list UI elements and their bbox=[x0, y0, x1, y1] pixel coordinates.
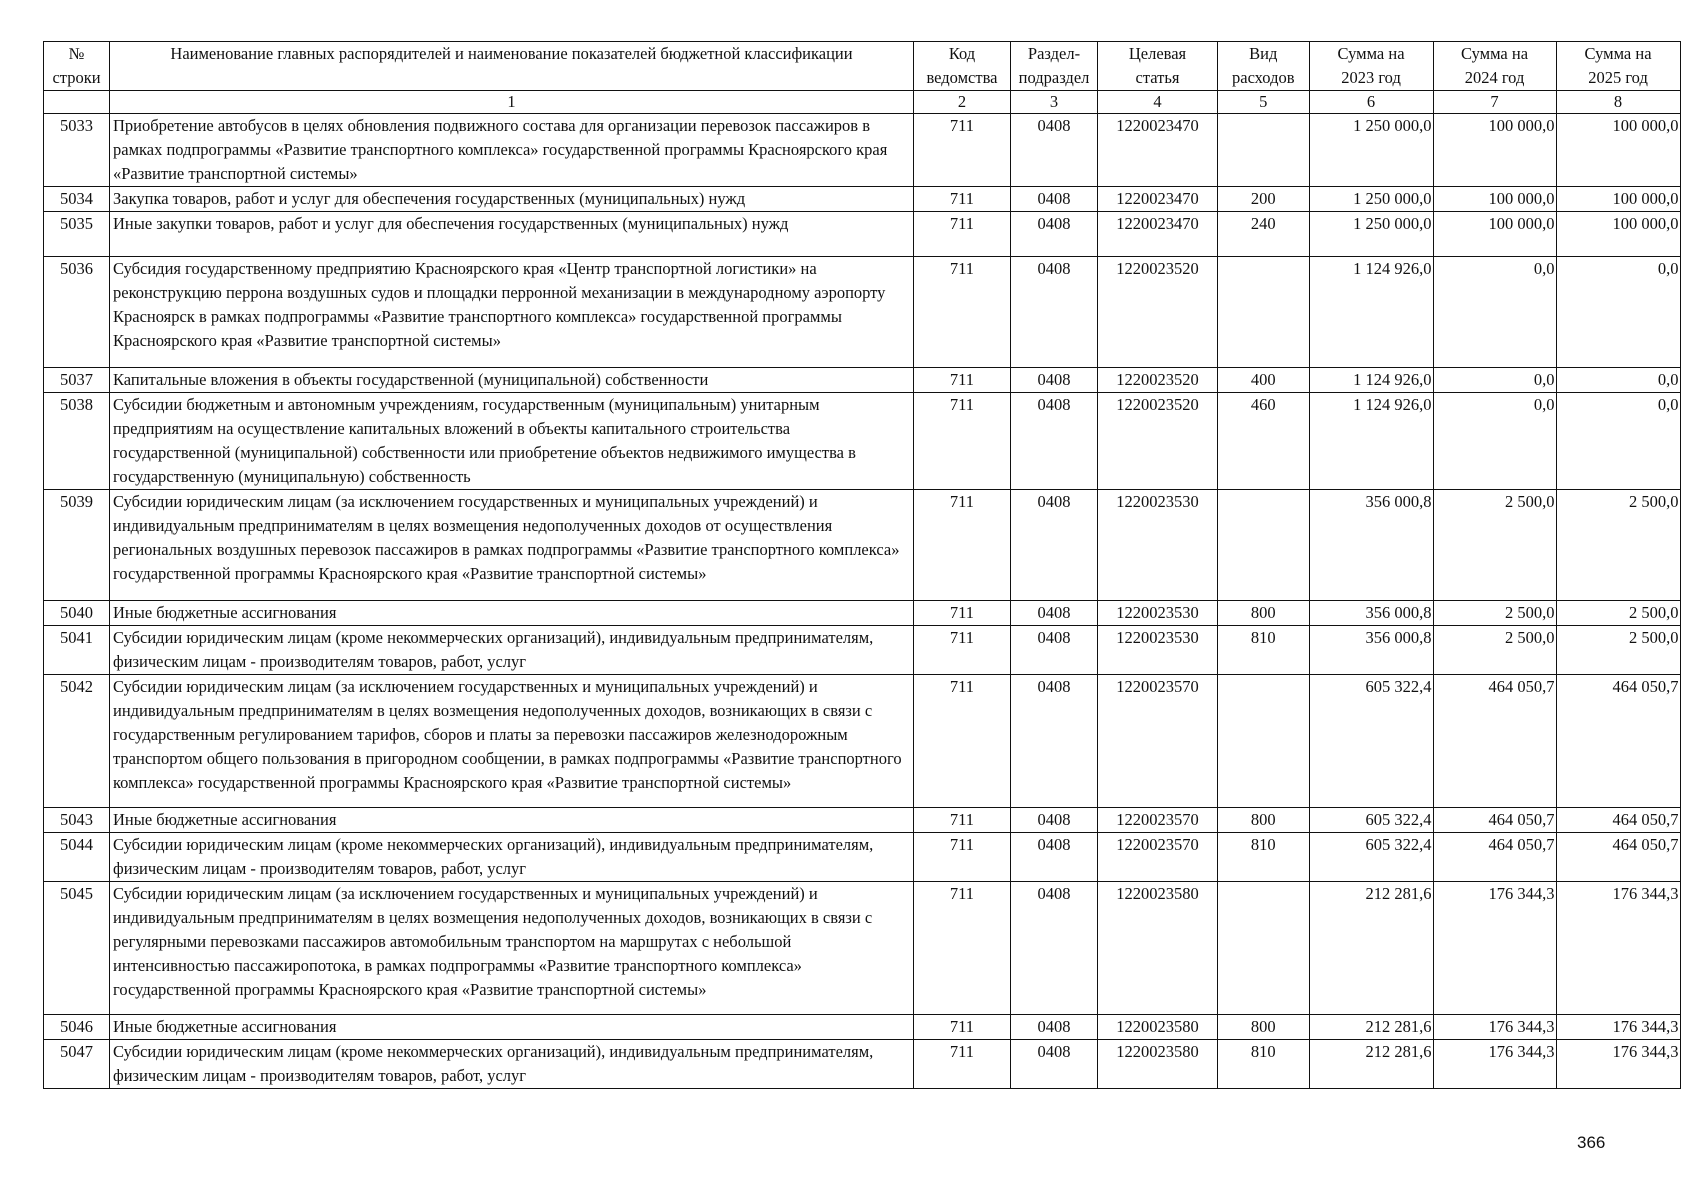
description-cell: Иные закупки товаров, работ и услуг для обеспечения государственных (муниципальных) нужд bbox=[110, 212, 914, 257]
expense-type-cell: 240 bbox=[1218, 212, 1310, 257]
column-number-cell: 3 bbox=[1011, 91, 1098, 114]
header-row bbox=[44, 42, 1681, 91]
target-article-cell: 1220023570 bbox=[1098, 808, 1218, 833]
table-row bbox=[44, 1015, 1681, 1040]
description-cell: Иные бюджетные ассигнования bbox=[110, 601, 914, 626]
department-code-cell: 711 bbox=[914, 601, 1011, 626]
row-number-cell: 5040 bbox=[44, 601, 110, 626]
department-code-cell: 711 bbox=[914, 1015, 1011, 1040]
section-cell: 0408 bbox=[1011, 368, 1098, 393]
amount-2025-cell: 464 050,7 bbox=[1556, 833, 1680, 882]
table-row bbox=[44, 601, 1681, 626]
target-article-cell: 1220023570 bbox=[1098, 833, 1218, 882]
table-row bbox=[44, 114, 1681, 187]
amount-2024-cell: 464 050,7 bbox=[1433, 675, 1556, 808]
table-row bbox=[44, 257, 1681, 368]
department-code-cell: 711 bbox=[914, 833, 1011, 882]
amount-2023-cell: 356 000,8 bbox=[1309, 626, 1433, 675]
column-number-cell: 6 bbox=[1309, 91, 1433, 114]
table-row bbox=[44, 490, 1681, 601]
target-article-cell: 1220023580 bbox=[1098, 1015, 1218, 1040]
target-article-cell: 1220023580 bbox=[1098, 882, 1218, 1015]
row-number-cell: 5044 bbox=[44, 833, 110, 882]
section-cell: 0408 bbox=[1011, 601, 1098, 626]
expense-type-cell bbox=[1218, 882, 1310, 1015]
expense-type-cell: 800 bbox=[1218, 601, 1310, 626]
department-code-cell: 711 bbox=[914, 626, 1011, 675]
amount-2024-cell: 100 000,0 bbox=[1433, 187, 1556, 212]
department-code-cell: 711 bbox=[914, 187, 1011, 212]
amount-2023-cell: 212 281,6 bbox=[1309, 882, 1433, 1015]
header-cell: Сумма на 2023 год bbox=[1309, 42, 1433, 91]
description-cell: Иные бюджетные ассигнования bbox=[110, 1015, 914, 1040]
amount-2024-cell: 2 500,0 bbox=[1433, 490, 1556, 601]
table-row bbox=[44, 882, 1681, 1015]
amount-2023-cell: 212 281,6 bbox=[1309, 1015, 1433, 1040]
amount-2025-cell: 100 000,0 bbox=[1556, 212, 1680, 257]
table-body bbox=[44, 114, 1681, 1089]
table-row bbox=[44, 675, 1681, 808]
amount-2023-cell: 1 250 000,0 bbox=[1309, 187, 1433, 212]
section-cell: 0408 bbox=[1011, 833, 1098, 882]
department-code-cell: 711 bbox=[914, 393, 1011, 490]
expense-type-cell: 460 bbox=[1218, 393, 1310, 490]
row-number-cell: 5038 bbox=[44, 393, 110, 490]
expense-type-cell: 800 bbox=[1218, 1015, 1310, 1040]
section-cell: 0408 bbox=[1011, 882, 1098, 1015]
department-code-cell: 711 bbox=[914, 490, 1011, 601]
section-cell: 0408 bbox=[1011, 808, 1098, 833]
table-row bbox=[44, 393, 1681, 490]
row-number-cell: 5045 bbox=[44, 882, 110, 1015]
column-number-cell: 1 bbox=[110, 91, 914, 114]
expense-type-cell bbox=[1218, 114, 1310, 187]
row-number-cell: 5043 bbox=[44, 808, 110, 833]
section-cell: 0408 bbox=[1011, 393, 1098, 490]
header-cell: № строки bbox=[44, 42, 110, 91]
target-article-cell: 1220023520 bbox=[1098, 257, 1218, 368]
amount-2025-cell: 2 500,0 bbox=[1556, 490, 1680, 601]
section-cell: 0408 bbox=[1011, 212, 1098, 257]
expense-type-cell: 810 bbox=[1218, 1040, 1310, 1089]
target-article-cell: 1220023580 bbox=[1098, 1040, 1218, 1089]
amount-2023-cell: 356 000,8 bbox=[1309, 490, 1433, 601]
amount-2023-cell: 356 000,8 bbox=[1309, 601, 1433, 626]
section-cell: 0408 bbox=[1011, 626, 1098, 675]
amount-2024-cell: 176 344,3 bbox=[1433, 882, 1556, 1015]
target-article-cell: 1220023530 bbox=[1098, 626, 1218, 675]
section-cell: 0408 bbox=[1011, 114, 1098, 187]
description-cell: Капитальные вложения в объекты государственной (муниципальной) собственности bbox=[110, 368, 914, 393]
section-cell: 0408 bbox=[1011, 1040, 1098, 1089]
expense-type-cell: 810 bbox=[1218, 626, 1310, 675]
table-row bbox=[44, 1040, 1681, 1089]
table-row bbox=[44, 212, 1681, 257]
amount-2023-cell: 1 250 000,0 bbox=[1309, 114, 1433, 187]
header-cell: Сумма на 2025 год bbox=[1556, 42, 1680, 91]
description-cell: Субсидии юридическим лицам (за исключением государственных и муниципальных учреждений) и индивидуальным предпринимателям в целях возмещения недополученных доходов, возникающих в связи с государственным регулированием тарифов, сборов и платы за перевозки пассажиров железнодорожным транспортом общего пользования в пригородном сообщении, в рамках подпрограммы «Развитие транспортного комплекса» государственной программы Красноярского края «Развитие транспортной системы» bbox=[110, 675, 914, 808]
column-number-cell: 4 bbox=[1098, 91, 1218, 114]
amount-2023-cell: 212 281,6 bbox=[1309, 1040, 1433, 1089]
amount-2025-cell: 0,0 bbox=[1556, 393, 1680, 490]
department-code-cell: 711 bbox=[914, 675, 1011, 808]
row-number-cell: 5037 bbox=[44, 368, 110, 393]
amount-2024-cell: 100 000,0 bbox=[1433, 114, 1556, 187]
row-number-cell: 5042 bbox=[44, 675, 110, 808]
amount-2023-cell: 605 322,4 bbox=[1309, 675, 1433, 808]
column-number-cell: 5 bbox=[1218, 91, 1310, 114]
amount-2025-cell: 176 344,3 bbox=[1556, 882, 1680, 1015]
budget-table bbox=[43, 41, 1681, 1089]
description-cell: Приобретение автобусов в целях обновления подвижного состава для организации перевозок пассажиров в рамках подпрограммы «Развитие транспортного комплекса» государственной программы Красноярского края «Развитие транспортной системы» bbox=[110, 114, 914, 187]
amount-2024-cell: 176 344,3 bbox=[1433, 1040, 1556, 1089]
amount-2025-cell: 100 000,0 bbox=[1556, 114, 1680, 187]
amount-2024-cell: 464 050,7 bbox=[1433, 808, 1556, 833]
column-number-cell bbox=[44, 91, 110, 114]
amount-2025-cell: 464 050,7 bbox=[1556, 675, 1680, 808]
column-number-cell: 8 bbox=[1556, 91, 1680, 114]
target-article-cell: 1220023530 bbox=[1098, 490, 1218, 601]
amount-2023-cell: 605 322,4 bbox=[1309, 833, 1433, 882]
table-row bbox=[44, 187, 1681, 212]
amount-2024-cell: 100 000,0 bbox=[1433, 212, 1556, 257]
description-cell: Иные бюджетные ассигнования bbox=[110, 808, 914, 833]
row-number-cell: 5036 bbox=[44, 257, 110, 368]
description-cell: Субсидии юридическим лицам (кроме некоммерческих организаций), индивидуальным предпринимателям, физическим лицам - производителям товаров, работ, услуг bbox=[110, 1040, 914, 1089]
department-code-cell: 711 bbox=[914, 212, 1011, 257]
amount-2025-cell: 100 000,0 bbox=[1556, 187, 1680, 212]
department-code-cell: 711 bbox=[914, 1040, 1011, 1089]
target-article-cell: 1220023570 bbox=[1098, 675, 1218, 808]
department-code-cell: 711 bbox=[914, 882, 1011, 1015]
amount-2024-cell: 0,0 bbox=[1433, 368, 1556, 393]
department-code-cell: 711 bbox=[914, 808, 1011, 833]
amount-2024-cell: 0,0 bbox=[1433, 393, 1556, 490]
column-number-row bbox=[44, 91, 1681, 114]
target-article-cell: 1220023520 bbox=[1098, 368, 1218, 393]
row-number-cell: 5034 bbox=[44, 187, 110, 212]
amount-2024-cell: 176 344,3 bbox=[1433, 1015, 1556, 1040]
page-number: 366 bbox=[1577, 1133, 1606, 1152]
amount-2025-cell: 176 344,3 bbox=[1556, 1015, 1680, 1040]
header-cell: Наименование главных распорядителей и наименование показателей бюджетной классификации bbox=[110, 42, 914, 91]
expense-type-cell: 400 bbox=[1218, 368, 1310, 393]
description-cell: Закупка товаров, работ и услуг для обеспечения государственных (муниципальных) нужд bbox=[110, 187, 914, 212]
column-number-cell: 2 bbox=[914, 91, 1011, 114]
target-article-cell: 1220023470 bbox=[1098, 114, 1218, 187]
expense-type-cell: 810 bbox=[1218, 833, 1310, 882]
header-cell: Целевая статья bbox=[1098, 42, 1218, 91]
row-number-cell: 5033 bbox=[44, 114, 110, 187]
description-cell: Субсидии бюджетным и автономным учреждениям, государственным (муниципальным) унитарным предприятиям на осуществление капитальных вложений в объекты капитального строительства государственной (муниципальной) собственности или приобретение объектов недвижимого имущества в государственную (муниципальную) собственность bbox=[110, 393, 914, 490]
amount-2025-cell: 2 500,0 bbox=[1556, 626, 1680, 675]
expense-type-cell: 800 bbox=[1218, 808, 1310, 833]
amount-2024-cell: 2 500,0 bbox=[1433, 626, 1556, 675]
table-row bbox=[44, 368, 1681, 393]
department-code-cell: 711 bbox=[914, 257, 1011, 368]
header-cell: Сумма на 2024 год bbox=[1433, 42, 1556, 91]
amount-2025-cell: 2 500,0 bbox=[1556, 601, 1680, 626]
description-cell: Субсидии юридическим лицам (кроме некоммерческих организаций), индивидуальным предпринимателям, физическим лицам - производителям товаров, работ, услуг bbox=[110, 626, 914, 675]
amount-2025-cell: 0,0 bbox=[1556, 257, 1680, 368]
amount-2024-cell: 464 050,7 bbox=[1433, 833, 1556, 882]
section-cell: 0408 bbox=[1011, 675, 1098, 808]
section-cell: 0408 bbox=[1011, 257, 1098, 368]
row-number-cell: 5039 bbox=[44, 490, 110, 601]
amount-2025-cell: 464 050,7 bbox=[1556, 808, 1680, 833]
header-cell: Вид расходов bbox=[1218, 42, 1310, 91]
row-number-cell: 5035 bbox=[44, 212, 110, 257]
expense-type-cell bbox=[1218, 257, 1310, 368]
table-row bbox=[44, 626, 1681, 675]
target-article-cell: 1220023530 bbox=[1098, 601, 1218, 626]
amount-2025-cell: 176 344,3 bbox=[1556, 1040, 1680, 1089]
table-row bbox=[44, 808, 1681, 833]
target-article-cell: 1220023470 bbox=[1098, 187, 1218, 212]
expense-type-cell: 200 bbox=[1218, 187, 1310, 212]
amount-2025-cell: 0,0 bbox=[1556, 368, 1680, 393]
target-article-cell: 1220023470 bbox=[1098, 212, 1218, 257]
amount-2023-cell: 605 322,4 bbox=[1309, 808, 1433, 833]
section-cell: 0408 bbox=[1011, 187, 1098, 212]
expense-type-cell bbox=[1218, 490, 1310, 601]
description-cell: Субсидии юридическим лицам (за исключением государственных и муниципальных учреждений) и индивидуальным предпринимателям в целях возмещения недополученных доходов, возникающих в связи с регулярными перевозками пассажиров автомобильным транспортом на маршрутах с небольшой интенсивностью пассажиропотока, в рамках подпрограммы «Развитие транспортного комплекса» государственной программы Красноярского края «Развитие транспортной системы» bbox=[110, 882, 914, 1015]
target-article-cell: 1220023520 bbox=[1098, 393, 1218, 490]
amount-2024-cell: 0,0 bbox=[1433, 257, 1556, 368]
department-code-cell: 711 bbox=[914, 368, 1011, 393]
header-cell: Раздел-подраздел bbox=[1011, 42, 1098, 91]
row-number-cell: 5047 bbox=[44, 1040, 110, 1089]
section-cell: 0408 bbox=[1011, 1015, 1098, 1040]
description-cell: Субсидия государственному предприятию Красноярского края «Центр транспортной логистики» на реконструкцию перрона воздушных судов и площадки перронной механизации в международному аэропорту Красноярск в рамках подпрограммы «Развитие транспортного комплекса» государственной программы Красноярского края «Развитие транспортной системы» bbox=[110, 257, 914, 368]
row-number-cell: 5041 bbox=[44, 626, 110, 675]
section-cell: 0408 bbox=[1011, 490, 1098, 601]
expense-type-cell bbox=[1218, 675, 1310, 808]
row-number-cell: 5046 bbox=[44, 1015, 110, 1040]
amount-2023-cell: 1 124 926,0 bbox=[1309, 368, 1433, 393]
header-cell: Код ведомства bbox=[914, 42, 1011, 91]
amount-2023-cell: 1 124 926,0 bbox=[1309, 393, 1433, 490]
department-code-cell: 711 bbox=[914, 114, 1011, 187]
table-row bbox=[44, 833, 1681, 882]
description-cell: Субсидии юридическим лицам (кроме некоммерческих организаций), индивидуальным предпринимателям, физическим лицам - производителям товаров, работ, услуг bbox=[110, 833, 914, 882]
column-number-cell: 7 bbox=[1433, 91, 1556, 114]
amount-2024-cell: 2 500,0 bbox=[1433, 601, 1556, 626]
amount-2023-cell: 1 250 000,0 bbox=[1309, 212, 1433, 257]
description-cell: Субсидии юридическим лицам (за исключением государственных и муниципальных учреждений) и индивидуальным предпринимателям в целях возмещения недополученных доходов от осуществления региональных воздушных перевозок пассажиров в рамках подпрограммы «Развитие транспортного комплекса» государственной программы Красноярского края «Развитие транспортной системы» bbox=[110, 490, 914, 601]
amount-2023-cell: 1 124 926,0 bbox=[1309, 257, 1433, 368]
